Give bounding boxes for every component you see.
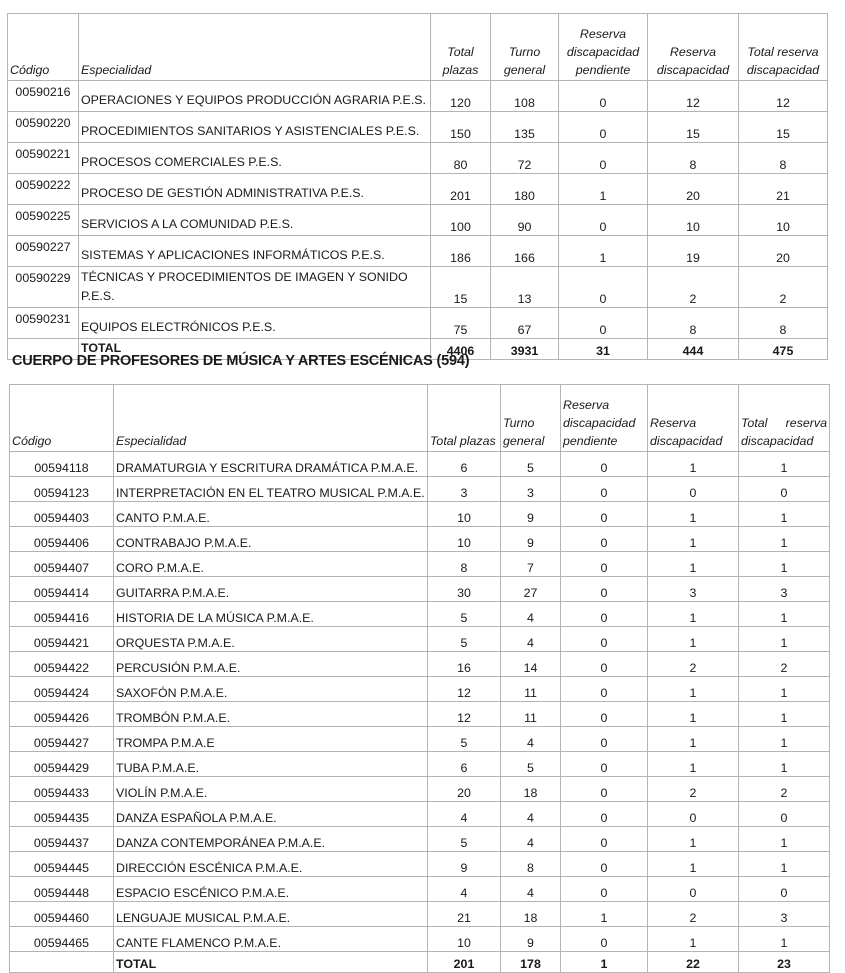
cell-reserva-discapacidad: 1 <box>648 727 739 752</box>
cell-reserva-pendiente: 1 <box>561 902 648 927</box>
cell-codigo: 00594433 <box>10 777 114 802</box>
cell-total-reserva: 2 <box>739 652 830 677</box>
cell-total-reserva: 8 <box>739 143 828 174</box>
header-especialidad: Especialidad <box>79 14 431 81</box>
cell-reserva-discapacidad: 10 <box>648 205 739 236</box>
cell-reserva-pendiente: 0 <box>561 677 648 702</box>
cell-turno-general: 4 <box>501 602 561 627</box>
cell-reserva-pendiente: 0 <box>559 205 648 236</box>
table-row <box>8 236 828 267</box>
cell-codigo: 00594407 <box>10 552 114 577</box>
cell-codigo: 00590227 <box>8 236 79 267</box>
cell-total-reserva: 1 <box>739 452 830 477</box>
cell-turno-general: 108 <box>491 81 559 112</box>
table-row <box>10 527 830 552</box>
total-turno-general: 3931 <box>491 339 559 360</box>
cell-reserva-discapacidad: 1 <box>648 552 739 577</box>
table-row <box>10 927 830 952</box>
cell-codigo: 00594424 <box>10 677 114 702</box>
cell-especialidad: TUBA P.M.A.E. <box>114 752 428 777</box>
cell-reserva-discapacidad: 1 <box>648 927 739 952</box>
cell-reserva-discapacidad: 0 <box>648 877 739 902</box>
cell-turno-general: 14 <box>501 652 561 677</box>
cell-reserva-discapacidad: 1 <box>648 452 739 477</box>
cell-reserva-pendiente: 0 <box>561 627 648 652</box>
cell-especialidad: SAXOFÓN P.M.A.E. <box>114 677 428 702</box>
total-total-reserva: 23 <box>739 952 830 973</box>
cell-codigo: 00594426 <box>10 702 114 727</box>
cell-reserva-discapacidad: 12 <box>648 81 739 112</box>
cell-reserva-discapacidad: 2 <box>648 777 739 802</box>
cell-reserva-pendiente: 0 <box>561 802 648 827</box>
cell-reserva-discapacidad: 15 <box>648 112 739 143</box>
table-row <box>10 627 830 652</box>
header-codigo: Código <box>8 14 79 81</box>
cell-total-reserva: 0 <box>739 877 830 902</box>
cell-especialidad: PROCESO DE GESTIÓN ADMINISTRATIVA P.E.S. <box>79 174 431 205</box>
cell-turno-general: 166 <box>491 236 559 267</box>
cell-total-reserva: 1 <box>739 502 830 527</box>
cell-especialidad: ORQUESTA P.M.A.E. <box>114 627 428 652</box>
cell-reserva-pendiente: 0 <box>561 702 648 727</box>
cell-reserva-discapacidad: 1 <box>648 827 739 852</box>
cell-reserva-discapacidad: 1 <box>648 702 739 727</box>
cell-reserva-discapacidad: 1 <box>648 852 739 877</box>
table-row <box>8 174 828 205</box>
cell-total-plazas: 75 <box>431 308 491 339</box>
table-row <box>8 267 828 308</box>
table-row <box>10 602 830 627</box>
table-row <box>10 577 830 602</box>
cell-codigo: 00594427 <box>10 727 114 752</box>
cell-total-reserva: 1 <box>739 702 830 727</box>
cell-total-plazas: 12 <box>428 702 501 727</box>
cell-codigo: 00594448 <box>10 877 114 902</box>
header-total-reserva: Total reserva discapacidad <box>739 14 828 81</box>
cell-especialidad: PERCUSIÓN P.M.A.E. <box>114 652 428 677</box>
cell-turno-general: 11 <box>501 702 561 727</box>
cell-total-reserva: 1 <box>739 527 830 552</box>
cell-reserva-pendiente: 0 <box>559 143 648 174</box>
cell-especialidad: ESPACIO ESCÉNICO P.M.A.E. <box>114 877 428 902</box>
cell-codigo: 00590229 <box>8 267 79 308</box>
cell-turno-general: 13 <box>491 267 559 308</box>
header-reserva-discapacidad: Reserva discapacidad <box>648 385 739 452</box>
cell-reserva-discapacidad: 20 <box>648 174 739 205</box>
cell-turno-general: 3 <box>501 477 561 502</box>
cell-reserva-pendiente: 0 <box>559 308 648 339</box>
section-title: CUERPO DE PROFESORES DE MÚSICA Y ARTES ESCÉNICAS (594) <box>12 353 470 369</box>
cell-total-reserva: 1 <box>739 627 830 652</box>
table-row <box>10 652 830 677</box>
cell-total-reserva: 3 <box>739 577 830 602</box>
table-row <box>10 502 830 527</box>
cell-turno-general: 18 <box>501 777 561 802</box>
cell-codigo: 00590216 <box>8 81 79 112</box>
table-row <box>8 205 828 236</box>
cell-codigo: 00590231 <box>8 308 79 339</box>
cell-codigo: 00594460 <box>10 902 114 927</box>
cell-codigo: 00594414 <box>10 577 114 602</box>
cell-total-plazas: 21 <box>428 902 501 927</box>
cell-total-plazas: 6 <box>428 452 501 477</box>
cell-reserva-pendiente: 0 <box>559 81 648 112</box>
cell-turno-general: 8 <box>501 852 561 877</box>
cell-especialidad: CANTE FLAMENCO P.M.A.E. <box>114 927 428 952</box>
cell-reserva-discapacidad: 1 <box>648 602 739 627</box>
cell-total-reserva: 0 <box>739 802 830 827</box>
total-row <box>10 952 830 973</box>
total-reserva-pendiente: 1 <box>561 952 648 973</box>
cell-total-reserva: 8 <box>739 308 828 339</box>
cell-total-reserva: 1 <box>739 827 830 852</box>
cell-total-plazas: 10 <box>428 502 501 527</box>
cell-turno-general: 18 <box>501 902 561 927</box>
cell-codigo: 00594403 <box>10 502 114 527</box>
header-reserva-pendiente: Reserva discapacidad pendiente <box>559 14 648 81</box>
header-especialidad: Especialidad <box>114 385 428 452</box>
header-total-reserva: Total reserva discapacidad <box>739 385 830 452</box>
table-row <box>10 827 830 852</box>
cell-total-plazas: 6 <box>428 752 501 777</box>
cell-turno-general: 5 <box>501 752 561 777</box>
cell-total-plazas: 15 <box>431 267 491 308</box>
cell-turno-general: 4 <box>501 727 561 752</box>
cell-reserva-discapacidad: 1 <box>648 627 739 652</box>
cell-codigo: 00590220 <box>8 112 79 143</box>
table-row <box>8 143 828 174</box>
cell-turno-general: 9 <box>501 502 561 527</box>
cell-reserva-discapacidad: 2 <box>648 652 739 677</box>
header-turno-general: Turno general <box>501 385 561 452</box>
table-row <box>10 727 830 752</box>
cell-turno-general: 11 <box>501 677 561 702</box>
cell-total-plazas: 5 <box>428 727 501 752</box>
header-codigo: Código <box>10 385 114 452</box>
cell-turno-general: 4 <box>501 827 561 852</box>
cell-total-plazas: 100 <box>431 205 491 236</box>
plazas-table-594 <box>9 384 830 973</box>
total-label: TOTAL <box>114 952 428 973</box>
cell-reserva-pendiente: 0 <box>561 552 648 577</box>
header-reserva-discapacidad: Reserva discapacidad <box>648 14 739 81</box>
table-row <box>10 702 830 727</box>
cell-reserva-pendiente: 0 <box>561 602 648 627</box>
cell-turno-general: 27 <box>501 577 561 602</box>
cell-reserva-pendiente: 0 <box>561 477 648 502</box>
cell-total-reserva: 1 <box>739 752 830 777</box>
cell-codigo: 00594421 <box>10 627 114 652</box>
cell-codigo: 00594465 <box>10 927 114 952</box>
cell-total-reserva: 2 <box>739 777 830 802</box>
cell-especialidad: INTERPRETACIÓN EN EL TEATRO MUSICAL P.M.A.E. <box>114 477 428 502</box>
cell-total-reserva: 10 <box>739 205 828 236</box>
cell-reserva-discapacidad: 1 <box>648 752 739 777</box>
cell-turno-general: 72 <box>491 143 559 174</box>
cell-turno-general: 4 <box>501 802 561 827</box>
cell-especialidad: OPERACIONES Y EQUIPOS PRODUCCIÓN AGRARIA P.E.S. <box>79 81 431 112</box>
total-reserva-pendiente: 31 <box>559 339 648 360</box>
table-row <box>10 802 830 827</box>
cell-turno-general: 5 <box>501 452 561 477</box>
cell-especialidad: PROCESOS COMERCIALES P.E.S. <box>79 143 431 174</box>
total-turno-general: 178 <box>501 952 561 973</box>
cell-codigo: 00590221 <box>8 143 79 174</box>
header-total-plazas: Total plazas <box>431 14 491 81</box>
cell-total-plazas: 16 <box>428 652 501 677</box>
cell-total-plazas: 4 <box>428 877 501 902</box>
cell-total-plazas: 150 <box>431 112 491 143</box>
cell-especialidad: SISTEMAS Y APLICACIONES INFORMÁTICOS P.E.S. <box>79 236 431 267</box>
table-row <box>10 902 830 927</box>
table-row <box>10 452 830 477</box>
header-turno-general: Turno general <box>491 14 559 81</box>
cell-codigo: 00594437 <box>10 827 114 852</box>
table-row <box>10 752 830 777</box>
cell-total-reserva: 2 <box>739 267 828 308</box>
cell-codigo: 00594118 <box>10 452 114 477</box>
cell-especialidad: CONTRABAJO P.M.A.E. <box>114 527 428 552</box>
cell-especialidad: HISTORIA DE LA MÚSICA P.M.A.E. <box>114 602 428 627</box>
cell-total-plazas: 5 <box>428 627 501 652</box>
cell-reserva-discapacidad: 0 <box>648 477 739 502</box>
cell-total-reserva: 3 <box>739 902 830 927</box>
cell-reserva-pendiente: 0 <box>561 527 648 552</box>
cell-reserva-pendiente: 0 <box>561 927 648 952</box>
cell-total-reserva: 1 <box>739 852 830 877</box>
table-row <box>8 308 828 339</box>
header-total-plazas: Total plazas <box>428 385 501 452</box>
cell-reserva-pendiente: 0 <box>559 112 648 143</box>
table-row <box>10 877 830 902</box>
cell-total-reserva: 1 <box>739 602 830 627</box>
cell-codigo: 00590222 <box>8 174 79 205</box>
cell-total-reserva: 20 <box>739 236 828 267</box>
cell-reserva-discapacidad: 3 <box>648 577 739 602</box>
total-total-plazas: 4406 <box>431 339 491 360</box>
table-row <box>10 552 830 577</box>
cell-reserva-pendiente: 0 <box>561 452 648 477</box>
cell-reserva-pendiente: 0 <box>561 752 648 777</box>
cell-reserva-pendiente: 0 <box>561 877 648 902</box>
table-row <box>10 777 830 802</box>
table-row <box>8 81 828 112</box>
cell-codigo: 00594429 <box>10 752 114 777</box>
total-total-reserva: 475 <box>739 339 828 360</box>
cell-total-reserva: 0 <box>739 477 830 502</box>
cell-total-reserva: 1 <box>739 727 830 752</box>
cell-total-plazas: 20 <box>428 777 501 802</box>
plazas-table-590 <box>7 13 828 360</box>
cell-especialidad: SERVICIOS A LA COMUNIDAD P.E.S. <box>79 205 431 236</box>
cell-reserva-pendiente: 0 <box>561 852 648 877</box>
cell-total-reserva: 21 <box>739 174 828 205</box>
table-row <box>10 852 830 877</box>
cell-especialidad: DANZA CONTEMPORÁNEA P.M.A.E. <box>114 827 428 852</box>
total-reserva-discapacidad: 22 <box>648 952 739 973</box>
cell-total-plazas: 10 <box>428 927 501 952</box>
table-row <box>8 112 828 143</box>
cell-reserva-pendiente: 0 <box>561 502 648 527</box>
table-row <box>10 477 830 502</box>
cell-especialidad: VIOLÍN P.M.A.E. <box>114 777 428 802</box>
cell-total-reserva: 15 <box>739 112 828 143</box>
cell-total-plazas: 8 <box>428 552 501 577</box>
cell-codigo: 00594435 <box>10 802 114 827</box>
cell-codigo: 00594123 <box>10 477 114 502</box>
cell-codigo: 00594422 <box>10 652 114 677</box>
cell-reserva-discapacidad: 8 <box>648 143 739 174</box>
cell-reserva-pendiente: 0 <box>561 727 648 752</box>
cell-reserva-discapacidad: 2 <box>648 902 739 927</box>
cell-total-plazas: 80 <box>431 143 491 174</box>
cell-reserva-pendiente: 0 <box>561 777 648 802</box>
cell-codigo: 00594416 <box>10 602 114 627</box>
cell-reserva-pendiente: 0 <box>561 652 648 677</box>
cell-turno-general: 9 <box>501 927 561 952</box>
cell-reserva-discapacidad: 1 <box>648 502 739 527</box>
cell-especialidad: LENGUAJE MUSICAL P.M.A.E. <box>114 902 428 927</box>
cell-turno-general: 90 <box>491 205 559 236</box>
cell-reserva-discapacidad: 0 <box>648 802 739 827</box>
cell-reserva-discapacidad: 19 <box>648 236 739 267</box>
cell-total-plazas: 120 <box>431 81 491 112</box>
cell-reserva-discapacidad: 1 <box>648 527 739 552</box>
cell-turno-general: 135 <box>491 112 559 143</box>
cell-total-plazas: 201 <box>431 174 491 205</box>
total-label: TOTAL <box>79 339 431 360</box>
cell-turno-general: 4 <box>501 627 561 652</box>
cell-codigo: 00594445 <box>10 852 114 877</box>
table-header-row <box>8 14 828 81</box>
cell-total-plazas: 4 <box>428 802 501 827</box>
table-row <box>10 677 830 702</box>
table-header-row <box>10 385 830 452</box>
cell-especialidad: TÉCNICAS Y PROCEDIMIENTOS DE IMAGEN Y SONIDO P.E.S. <box>79 267 431 308</box>
cell-total-reserva: 1 <box>739 552 830 577</box>
cell-codigo: 00594406 <box>10 527 114 552</box>
cell-reserva-pendiente: 0 <box>559 267 648 308</box>
cell-turno-general: 180 <box>491 174 559 205</box>
cell-especialidad: CORO P.M.A.E. <box>114 552 428 577</box>
cell-total-plazas: 5 <box>428 827 501 852</box>
cell-total-plazas: 30 <box>428 577 501 602</box>
cell-reserva-pendiente: 0 <box>561 577 648 602</box>
total-total-plazas: 201 <box>428 952 501 973</box>
cell-total-reserva: 1 <box>739 927 830 952</box>
cell-turno-general: 67 <box>491 308 559 339</box>
cell-turno-general: 4 <box>501 877 561 902</box>
cell-reserva-pendiente: 1 <box>559 236 648 267</box>
cell-turno-general: 7 <box>501 552 561 577</box>
cell-codigo: 00590225 <box>8 205 79 236</box>
cell-especialidad: PROCEDIMIENTOS SANITARIOS Y ASISTENCIALES P.E.S. <box>79 112 431 143</box>
cell-total-reserva: 12 <box>739 81 828 112</box>
cell-especialidad: TROMPA P.M.A.E <box>114 727 428 752</box>
cell-especialidad: GUITARRA P.M.A.E. <box>114 577 428 602</box>
cell-reserva-discapacidad: 1 <box>648 677 739 702</box>
cell-reserva-discapacidad: 2 <box>648 267 739 308</box>
cell-total-plazas: 9 <box>428 852 501 877</box>
total-reserva-discapacidad: 444 <box>648 339 739 360</box>
cell-total-plazas: 10 <box>428 527 501 552</box>
cell-especialidad: EQUIPOS ELECTRÓNICOS P.E.S. <box>79 308 431 339</box>
cell-total-reserva: 1 <box>739 677 830 702</box>
cell-empty <box>10 952 114 973</box>
cell-especialidad: TROMBÓN P.M.A.E. <box>114 702 428 727</box>
cell-especialidad: DANZA ESPAÑOLA P.M.A.E. <box>114 802 428 827</box>
cell-turno-general: 9 <box>501 527 561 552</box>
cell-especialidad: DIRECCIÓN ESCÉNICA P.M.A.E. <box>114 852 428 877</box>
cell-total-plazas: 5 <box>428 602 501 627</box>
cell-especialidad: DRAMATURGIA Y ESCRITURA DRAMÁTICA P.M.A.E. <box>114 452 428 477</box>
cell-total-plazas: 12 <box>428 677 501 702</box>
cell-reserva-discapacidad: 8 <box>648 308 739 339</box>
cell-reserva-pendiente: 0 <box>561 827 648 852</box>
cell-total-plazas: 186 <box>431 236 491 267</box>
cell-reserva-pendiente: 1 <box>559 174 648 205</box>
header-reserva-pendiente: Reserva discapacidad pendiente <box>561 385 648 452</box>
cell-total-plazas: 3 <box>428 477 501 502</box>
cell-especialidad: CANTO P.M.A.E. <box>114 502 428 527</box>
